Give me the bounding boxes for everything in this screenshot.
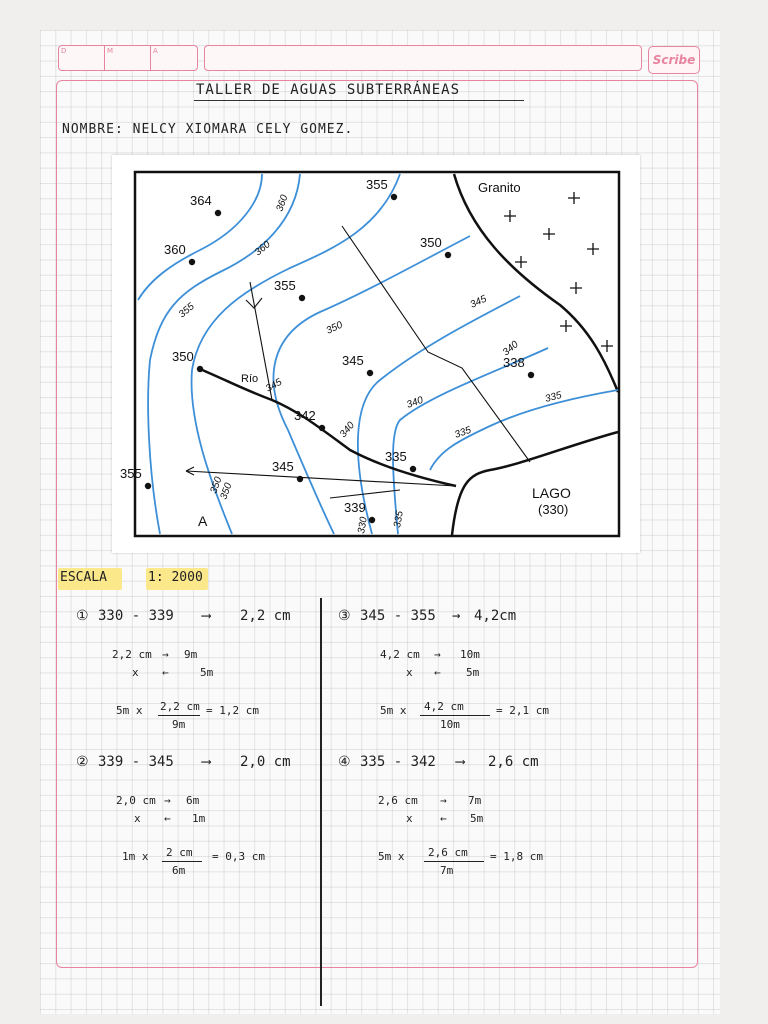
well-point (410, 466, 416, 472)
calc1-frac-bar (158, 715, 200, 716)
contour-label: 350 (218, 481, 235, 502)
calc1-eq-den: 9m (172, 718, 186, 731)
contour-label: 335 (453, 424, 473, 441)
calc3-range: 345 - 355 (360, 608, 436, 624)
well-label: 350 (172, 349, 194, 364)
calc3-r2b: 5m (466, 666, 480, 679)
calc1-r1b: 9m (184, 648, 198, 661)
calc2-r1a: 2,0 cm (116, 794, 156, 807)
calc1-eq-num: 2,2 cm (160, 700, 200, 713)
contour-label: 350 (324, 319, 345, 337)
well-label: 355 (274, 278, 296, 293)
calc3-r2a: x (406, 666, 413, 679)
topic-box (204, 45, 642, 71)
calc3-arrow-r: → (434, 648, 441, 661)
calc1-range: 330 - 339 (98, 608, 174, 624)
escala-label: ESCALA (60, 570, 107, 585)
calc2-r1b: 6m (186, 794, 200, 807)
calc4-r2a: x (406, 812, 413, 825)
calc1-r2b: 5m (200, 666, 214, 679)
student-name: NOMBRE: NELCY XIOMARA CELY GOMEZ. (62, 122, 354, 137)
date-month-cell: M (105, 46, 151, 70)
calc3-r1a: 4,2 cm (380, 648, 420, 661)
calc1-result: 2,2 cm (240, 608, 291, 624)
well-label: 364 (190, 193, 212, 208)
well-point (297, 476, 303, 482)
well-label: 339 (344, 500, 366, 515)
section-label: A (198, 513, 208, 529)
calc2-range: 339 - 345 (98, 754, 174, 770)
calc4-r1a: 2,6 cm (378, 794, 418, 807)
contour-label: 345 (264, 376, 284, 395)
calc3-eq-num: 4,2 cm (424, 700, 464, 713)
calc3-number: ③ (338, 608, 351, 624)
river-label: Río (241, 373, 259, 385)
calc1-eq-res: = 1,2 cm (206, 704, 259, 717)
contour-label: 360 (274, 193, 291, 214)
calc1-arrow-l: ← (162, 666, 169, 679)
calc2-eq-num: 2 cm (166, 846, 193, 859)
date-day-cell: D (59, 46, 105, 70)
scale-value: 1: 2000 (148, 570, 203, 585)
well-point (391, 194, 397, 200)
well-point (145, 483, 151, 489)
contour-label: 340 (405, 394, 425, 411)
calc4-eq-den: 7m (440, 864, 454, 877)
well-label: 345 (272, 459, 294, 474)
calc2-arrow-l: ← (164, 812, 171, 825)
calc1-eq-pre: 5m x (116, 704, 143, 717)
calc4-arrow: ⟶ (456, 754, 465, 770)
calc1-arrow-r: → (162, 648, 169, 661)
calc4-number: ④ (338, 754, 351, 770)
well-label: 360 (164, 242, 186, 257)
calc4-range: 335 - 342 (360, 754, 436, 770)
well-point (528, 372, 534, 378)
well-point (189, 259, 195, 265)
calc3-frac-bar (420, 715, 490, 716)
calc2-result: 2,0 cm (240, 754, 291, 770)
calc3-arrow: → (452, 608, 461, 624)
contour-label: 335 (543, 389, 563, 405)
calc1-r1a: 2,2 cm (112, 648, 152, 661)
contour-label: 345 (468, 293, 489, 311)
calc2-eq-res: = 0,3 cm (212, 850, 265, 863)
calc4-result: 2,6 cm (488, 754, 539, 770)
well-label: 335 (385, 449, 407, 464)
granite-label: Granito (478, 180, 521, 195)
date-box (58, 45, 198, 71)
groundwater-map (112, 155, 640, 553)
contour-label: 335 (392, 510, 406, 529)
date-year-cell: A (153, 47, 158, 55)
calc1-number: ① (76, 608, 89, 624)
lake-value: (330) (538, 502, 569, 517)
calc3-arrow-l: ← (434, 666, 441, 679)
lake-label: LAGO (532, 485, 571, 501)
well-point (367, 370, 373, 376)
calc2-eq-den: 6m (172, 864, 186, 877)
calc4-frac-bar (424, 861, 484, 862)
calc3-eq-den: 10m (440, 718, 460, 731)
column-divider (320, 598, 322, 1006)
calc4-eq-res: = 1,8 cm (490, 850, 543, 863)
calc2-arrow-r: → (164, 794, 171, 807)
calc4-eq-pre: 5m x (378, 850, 405, 863)
well-point (197, 366, 203, 372)
calc2-r2b: 1m (192, 812, 206, 825)
calc3-r1b: 10m (460, 648, 480, 661)
contour-label: 340 (337, 420, 358, 440)
brand-logo: Scribe (648, 46, 700, 74)
calc4-eq-num: 2,6 cm (428, 846, 468, 859)
calc2-eq-pre: 1m x (122, 850, 149, 863)
calc3-result: 4,2cm (474, 608, 517, 624)
contour-label: 360 (252, 239, 273, 259)
title-underline (194, 100, 524, 101)
page-title: TALLER DE AGUAS SUBTERRÁNEAS (196, 82, 461, 98)
calc4-r1b: 7m (468, 794, 482, 807)
well-label: 338 (503, 355, 525, 370)
well-label: 342 (294, 408, 316, 423)
well-label: 355 (120, 466, 142, 481)
calc2-r2a: x (134, 812, 141, 825)
contour-label: 355 (176, 301, 197, 321)
calc2-arrow: ⟶ (202, 754, 211, 770)
well-point (445, 252, 451, 258)
calc4-arrow-l: ← (440, 812, 447, 825)
well-point (299, 295, 305, 301)
well-label: 345 (342, 353, 364, 368)
contour-label: 330 (356, 516, 370, 535)
well-label: 350 (420, 235, 442, 250)
calc3-eq-res: = 2,1 cm (496, 704, 549, 717)
contour-label: 350 (208, 475, 225, 496)
calc2-frac-bar (162, 861, 202, 862)
calc3-eq-pre: 5m x (380, 704, 407, 717)
well-point (319, 425, 325, 431)
well-point (215, 210, 221, 216)
calc1-r2a: x (132, 666, 139, 679)
calc4-r2b: 5m (470, 812, 484, 825)
calc1-arrow: ⟶ (202, 608, 211, 624)
contour-label: 340 (500, 339, 521, 359)
calc2-number: ② (76, 754, 89, 770)
calc4-arrow-r: → (440, 794, 447, 807)
well-point (369, 517, 375, 523)
well-label: 355 (366, 177, 388, 192)
